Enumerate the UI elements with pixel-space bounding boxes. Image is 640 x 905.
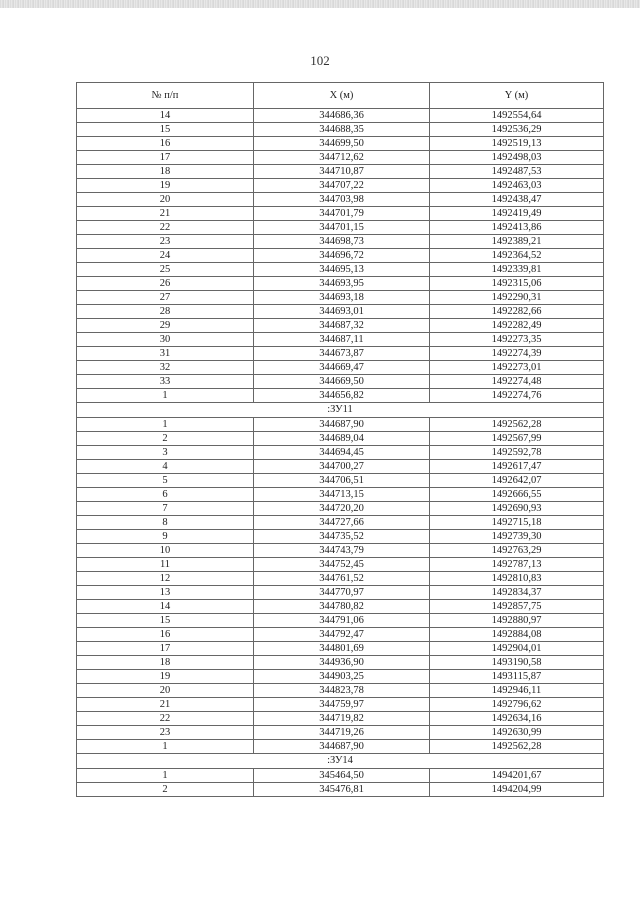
- point-number-cell: 9: [77, 530, 254, 544]
- x-coordinate-cell: 344735,52: [254, 530, 430, 544]
- y-coordinate-cell: 1492519,13: [430, 137, 604, 151]
- y-coordinate-cell: 1492946,11: [430, 684, 604, 698]
- table-row: [77, 179, 604, 193]
- x-coordinate-cell: 344669,47: [254, 361, 430, 375]
- y-coordinate-cell: 1492884,08: [430, 628, 604, 642]
- x-coordinate-cell: 344801,69: [254, 642, 430, 656]
- point-number-cell: 17: [77, 151, 254, 165]
- point-number-cell: 14: [77, 109, 254, 123]
- y-coordinate-cell: 1492739,30: [430, 530, 604, 544]
- header-y: Y (м): [430, 83, 604, 109]
- x-coordinate-cell: 344693,95: [254, 277, 430, 291]
- table-row: [77, 544, 604, 558]
- point-number-cell: 22: [77, 221, 254, 235]
- section-title: :ЗУ14: [77, 754, 604, 769]
- y-coordinate-cell: 1494204,99: [430, 783, 604, 797]
- x-coordinate-cell: 344689,04: [254, 432, 430, 446]
- table-row: [77, 586, 604, 600]
- table-row: [77, 361, 604, 375]
- point-number-cell: 15: [77, 614, 254, 628]
- x-coordinate-cell: 344687,11: [254, 333, 430, 347]
- x-coordinate-cell: 344761,52: [254, 572, 430, 586]
- table-row: [77, 446, 604, 460]
- y-coordinate-cell: 1492273,35: [430, 333, 604, 347]
- table-row: [77, 530, 604, 544]
- point-number-cell: 1: [77, 418, 254, 432]
- point-number-cell: 20: [77, 684, 254, 698]
- table-row: [77, 418, 604, 432]
- point-number-cell: 28: [77, 305, 254, 319]
- x-coordinate-cell: 344698,73: [254, 235, 430, 249]
- coordinates-table: [76, 82, 604, 797]
- point-number-cell: 23: [77, 235, 254, 249]
- y-coordinate-cell: 1492273,01: [430, 361, 604, 375]
- x-coordinate-cell: 344823,78: [254, 684, 430, 698]
- x-coordinate-cell: 344669,50: [254, 375, 430, 389]
- point-number-cell: 1: [77, 769, 254, 783]
- y-coordinate-cell: 1492554,64: [430, 109, 604, 123]
- point-number-cell: 1: [77, 389, 254, 403]
- x-coordinate-cell: 344688,35: [254, 123, 430, 137]
- y-coordinate-cell: 1492796,62: [430, 698, 604, 712]
- point-number-cell: 19: [77, 670, 254, 684]
- x-coordinate-cell: 344695,13: [254, 263, 430, 277]
- table-row: [77, 263, 604, 277]
- point-number-cell: 15: [77, 123, 254, 137]
- x-coordinate-cell: 344693,18: [254, 291, 430, 305]
- y-coordinate-cell: 1493190,58: [430, 656, 604, 670]
- y-coordinate-cell: 1493115,87: [430, 670, 604, 684]
- table-row: [77, 389, 604, 403]
- table-row: [77, 628, 604, 642]
- y-coordinate-cell: 1492810,83: [430, 572, 604, 586]
- table-row: [77, 165, 604, 179]
- table-row: [77, 516, 604, 530]
- y-coordinate-cell: 1492666,55: [430, 488, 604, 502]
- table-row: [77, 502, 604, 516]
- table-row: [77, 319, 604, 333]
- point-number-cell: 18: [77, 656, 254, 670]
- x-coordinate-cell: 344693,01: [254, 305, 430, 319]
- point-number-cell: 4: [77, 460, 254, 474]
- x-coordinate-cell: 344719,82: [254, 712, 430, 726]
- table-row: [77, 432, 604, 446]
- y-coordinate-cell: 1492617,47: [430, 460, 604, 474]
- y-coordinate-cell: 1492438,47: [430, 193, 604, 207]
- x-coordinate-cell: 344706,51: [254, 474, 430, 488]
- table-body: [77, 109, 604, 797]
- x-coordinate-cell: 344743,79: [254, 544, 430, 558]
- x-coordinate-cell: 344687,32: [254, 319, 430, 333]
- point-number-cell: 21: [77, 207, 254, 221]
- x-coordinate-cell: 345464,50: [254, 769, 430, 783]
- point-number-cell: 5: [77, 474, 254, 488]
- y-coordinate-cell: 1492567,99: [430, 432, 604, 446]
- y-coordinate-cell: 1492690,93: [430, 502, 604, 516]
- y-coordinate-cell: 1492592,78: [430, 446, 604, 460]
- x-coordinate-cell: 344712,62: [254, 151, 430, 165]
- table-row: [77, 123, 604, 137]
- point-number-cell: 24: [77, 249, 254, 263]
- x-coordinate-cell: 344673,87: [254, 347, 430, 361]
- x-coordinate-cell: 344936,90: [254, 656, 430, 670]
- x-coordinate-cell: 344656,82: [254, 389, 430, 403]
- table-row: [77, 642, 604, 656]
- x-coordinate-cell: 344696,72: [254, 249, 430, 263]
- table-row: [77, 572, 604, 586]
- x-coordinate-cell: 344720,20: [254, 502, 430, 516]
- x-coordinate-cell: 344687,90: [254, 418, 430, 432]
- section-row: [77, 403, 604, 418]
- point-number-cell: 25: [77, 263, 254, 277]
- table-row: [77, 291, 604, 305]
- table-row: [77, 656, 604, 670]
- table-row: [77, 769, 604, 783]
- y-coordinate-cell: 1492834,37: [430, 586, 604, 600]
- y-coordinate-cell: 1492857,75: [430, 600, 604, 614]
- y-coordinate-cell: 1492562,28: [430, 418, 604, 432]
- table-row: [77, 698, 604, 712]
- x-coordinate-cell: 344770,97: [254, 586, 430, 600]
- point-number-cell: 2: [77, 432, 254, 446]
- y-coordinate-cell: 1492413,86: [430, 221, 604, 235]
- point-number-cell: 16: [77, 628, 254, 642]
- table-row: [77, 137, 604, 151]
- y-coordinate-cell: 1492419,49: [430, 207, 604, 221]
- table-row: [77, 235, 604, 249]
- y-coordinate-cell: 1492274,39: [430, 347, 604, 361]
- table-row: [77, 151, 604, 165]
- y-coordinate-cell: 1492315,06: [430, 277, 604, 291]
- y-coordinate-cell: 1492715,18: [430, 516, 604, 530]
- point-number-cell: 3: [77, 446, 254, 460]
- y-coordinate-cell: 1492630,99: [430, 726, 604, 740]
- x-coordinate-cell: 344713,15: [254, 488, 430, 502]
- x-coordinate-cell: 344700,27: [254, 460, 430, 474]
- point-number-cell: 30: [77, 333, 254, 347]
- point-number-cell: 17: [77, 642, 254, 656]
- x-coordinate-cell: 344707,22: [254, 179, 430, 193]
- y-coordinate-cell: 1492763,29: [430, 544, 604, 558]
- point-number-cell: 6: [77, 488, 254, 502]
- y-coordinate-cell: 1492463,03: [430, 179, 604, 193]
- point-number-cell: 32: [77, 361, 254, 375]
- table-row: [77, 460, 604, 474]
- y-coordinate-cell: 1492282,49: [430, 319, 604, 333]
- x-coordinate-cell: 344699,50: [254, 137, 430, 151]
- y-coordinate-cell: 1492498,03: [430, 151, 604, 165]
- point-number-cell: 1: [77, 740, 254, 754]
- table-row: [77, 193, 604, 207]
- table-row: [77, 740, 604, 754]
- header-x: X (м): [254, 83, 430, 109]
- section-title: :ЗУ11: [77, 403, 604, 418]
- point-number-cell: 22: [77, 712, 254, 726]
- y-coordinate-cell: 1492290,31: [430, 291, 604, 305]
- x-coordinate-cell: 345476,81: [254, 783, 430, 797]
- point-number-cell: 20: [77, 193, 254, 207]
- x-coordinate-cell: 344687,90: [254, 740, 430, 754]
- x-coordinate-cell: 344759,97: [254, 698, 430, 712]
- x-coordinate-cell: 344701,15: [254, 221, 430, 235]
- y-coordinate-cell: 1492487,53: [430, 165, 604, 179]
- x-coordinate-cell: 344791,06: [254, 614, 430, 628]
- section-row: [77, 754, 604, 769]
- point-number-cell: 13: [77, 586, 254, 600]
- point-number-cell: 19: [77, 179, 254, 193]
- x-coordinate-cell: 344694,45: [254, 446, 430, 460]
- table-row: [77, 375, 604, 389]
- y-coordinate-cell: 1492536,29: [430, 123, 604, 137]
- table-row: [77, 207, 604, 221]
- table-row: [77, 614, 604, 628]
- point-number-cell: 11: [77, 558, 254, 572]
- x-coordinate-cell: 344792,47: [254, 628, 430, 642]
- table-row: [77, 333, 604, 347]
- table-row: [77, 558, 604, 572]
- table-row: [77, 109, 604, 123]
- table-header-row: [77, 83, 604, 109]
- y-coordinate-cell: 1492880,97: [430, 614, 604, 628]
- table-row: [77, 670, 604, 684]
- point-number-cell: 31: [77, 347, 254, 361]
- y-coordinate-cell: 1492282,66: [430, 305, 604, 319]
- y-coordinate-cell: 1492634,16: [430, 712, 604, 726]
- x-coordinate-cell: 344903,25: [254, 670, 430, 684]
- x-coordinate-cell: 344727,66: [254, 516, 430, 530]
- header-point-number: № п/п: [77, 83, 254, 109]
- x-coordinate-cell: 344780,82: [254, 600, 430, 614]
- point-number-cell: 26: [77, 277, 254, 291]
- point-number-cell: 2: [77, 783, 254, 797]
- x-coordinate-cell: 344752,45: [254, 558, 430, 572]
- y-coordinate-cell: 1492274,76: [430, 389, 604, 403]
- scan-top-edge: [0, 0, 640, 8]
- x-coordinate-cell: 344710,87: [254, 165, 430, 179]
- y-coordinate-cell: 1492389,21: [430, 235, 604, 249]
- y-coordinate-cell: 1492787,13: [430, 558, 604, 572]
- y-coordinate-cell: 1492904,01: [430, 642, 604, 656]
- table-row: [77, 712, 604, 726]
- table-row: [77, 347, 604, 361]
- y-coordinate-cell: 1494201,67: [430, 769, 604, 783]
- x-coordinate-cell: 344686,36: [254, 109, 430, 123]
- point-number-cell: 14: [77, 600, 254, 614]
- table-row: [77, 474, 604, 488]
- point-number-cell: 33: [77, 375, 254, 389]
- table-row: [77, 783, 604, 797]
- point-number-cell: 16: [77, 137, 254, 151]
- point-number-cell: 21: [77, 698, 254, 712]
- point-number-cell: 8: [77, 516, 254, 530]
- table-row: [77, 684, 604, 698]
- x-coordinate-cell: 344701,79: [254, 207, 430, 221]
- table-row: [77, 305, 604, 319]
- table-row: [77, 600, 604, 614]
- page-number: 102: [310, 53, 330, 68]
- table-row: [77, 726, 604, 740]
- point-number-cell: 7: [77, 502, 254, 516]
- table-row: [77, 277, 604, 291]
- point-number-cell: 27: [77, 291, 254, 305]
- point-number-cell: 23: [77, 726, 254, 740]
- y-coordinate-cell: 1492364,52: [430, 249, 604, 263]
- point-number-cell: 29: [77, 319, 254, 333]
- y-coordinate-cell: 1492642,07: [430, 474, 604, 488]
- y-coordinate-cell: 1492339,81: [430, 263, 604, 277]
- table-row: [77, 249, 604, 263]
- table-row: [77, 488, 604, 502]
- y-coordinate-cell: 1492562,28: [430, 740, 604, 754]
- table-row: [77, 221, 604, 235]
- x-coordinate-cell: 344703,98: [254, 193, 430, 207]
- point-number-cell: 10: [77, 544, 254, 558]
- y-coordinate-cell: 1492274,48: [430, 375, 604, 389]
- point-number-cell: 12: [77, 572, 254, 586]
- point-number-cell: 18: [77, 165, 254, 179]
- x-coordinate-cell: 344719,26: [254, 726, 430, 740]
